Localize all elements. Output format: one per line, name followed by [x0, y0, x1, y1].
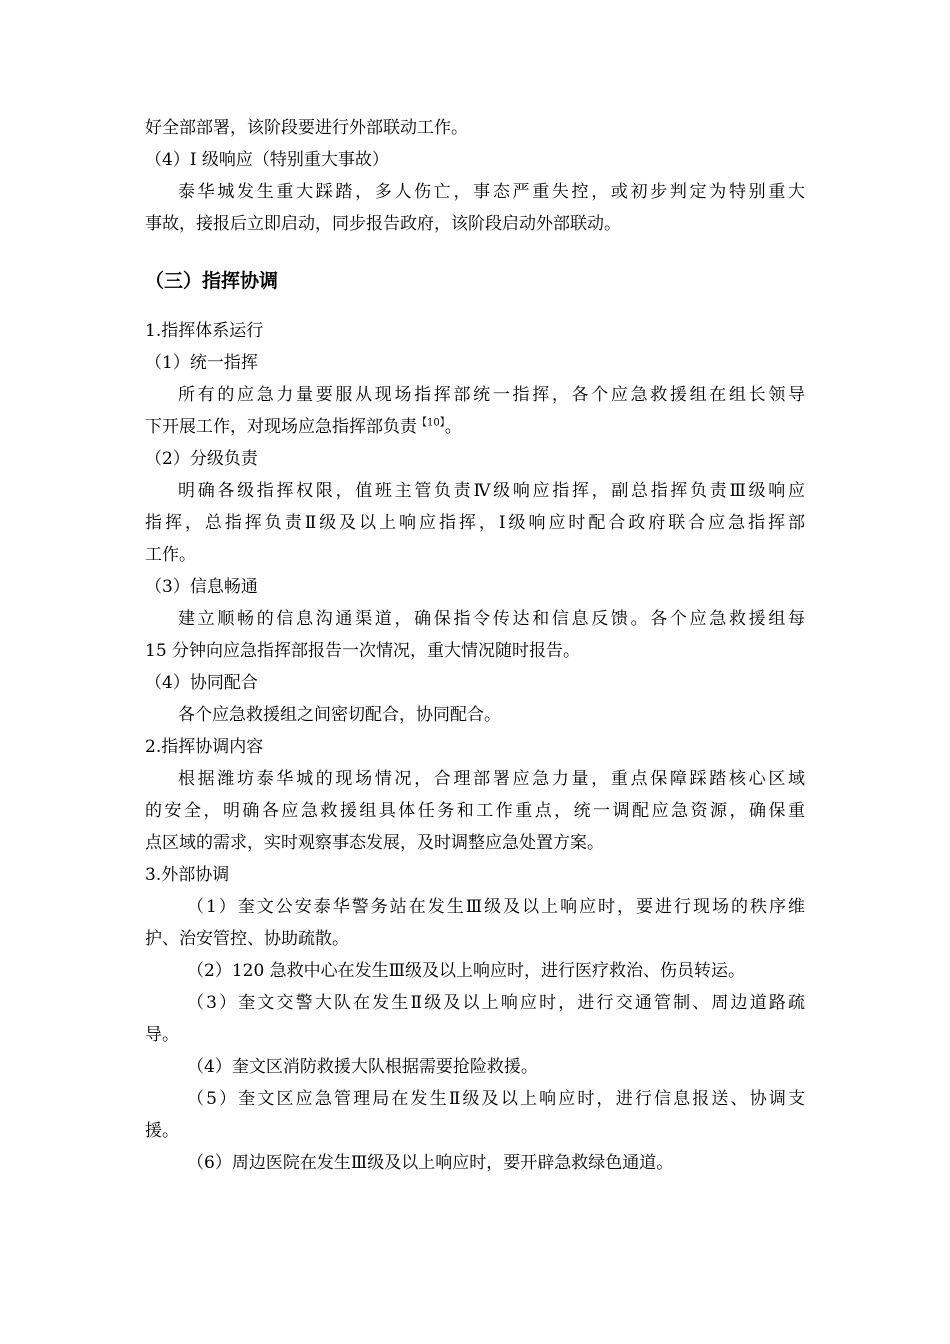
- paragraph-line: 好全部部署，该阶段要进行外部联动工作。: [145, 118, 468, 138]
- item-heading: （4）协同配合: [145, 673, 258, 693]
- line-text: 下开展工作，对现场应急指挥部负责: [145, 417, 417, 437]
- paragraph-line: [145, 416, 462, 438]
- paragraph-line: （1）奎文公安泰华警务站在发生Ⅲ级及以上响应时，要进行现场的秩序维: [187, 897, 805, 917]
- paragraph-line: 工作。: [145, 545, 196, 565]
- paragraph-line: 护、治安管控、协助疏散。: [145, 929, 349, 949]
- item-heading: （3）信息畅通: [145, 577, 258, 597]
- level-i-response-heading: （4）I 级响应（特别重大事故）: [145, 150, 389, 170]
- paragraph-line: 各个应急救援组之间密切配合，协同配合。: [178, 705, 501, 725]
- paragraph-line: 援。: [145, 1121, 179, 1141]
- paragraph-line: 根据潍坊泰华城的现场情况，合理部署应急力量，重点保障踩踏核心区域: [178, 769, 805, 789]
- subsection-heading: 1.指挥体系运行: [145, 321, 264, 341]
- paragraph-line: （5）奎文区应急管理局在发生Ⅱ级及以上响应时，进行信息报送、协调支: [187, 1089, 805, 1109]
- item-heading: （1）统一指挥: [145, 353, 258, 373]
- paragraph-line: 明确各级指挥权限，值班主管负责Ⅳ级响应指挥，副总指挥负责Ⅲ级响应: [178, 481, 805, 501]
- paragraph-line: 事故，接报后立即启动，同步报告政府，该阶段启动外部联动。: [145, 214, 621, 234]
- paragraph-line: 导。: [145, 1025, 179, 1045]
- paragraph-line: （6）周边医院在发生Ⅲ级及以上响应时，要开辟急救绿色通道。: [187, 1153, 674, 1173]
- line-text: 。: [444, 417, 462, 437]
- subsection-heading: 3.外部协调: [145, 865, 230, 885]
- paragraph-line: 指挥，总指挥负责Ⅱ级及以上响应指挥，Ⅰ级响应时配合政府联合应急指挥部: [145, 513, 805, 533]
- section-heading: （三）指挥协调: [145, 270, 279, 292]
- paragraph-line: 的安全，明确各应急救援组具体任务和工作重点，统一调配应急资源，确保重: [145, 801, 805, 821]
- paragraph-line: 所有的应急力量要服从现场指挥部统一指挥，各个应急救援组在组长领导: [178, 385, 805, 405]
- paragraph-line: 泰华城发生重大踩踏，多人伤亡，事态严重失控，或初步判定为特别重大: [178, 182, 805, 202]
- paragraph-line: （3）奎文交警大队在发生Ⅱ级及以上响应时，进行交通管制、周边道路疏: [187, 993, 805, 1013]
- paragraph-line: 15 分钟向应急指挥部报告一次情况，重大情况随时报告。: [145, 641, 581, 661]
- paragraph-line: （4）奎文区消防救援大队根据需要抢险救援。: [187, 1057, 538, 1077]
- subsection-heading: 2.指挥协调内容: [145, 737, 264, 757]
- item-heading: （2）分级负责: [145, 449, 258, 469]
- paragraph-line: 建立顺畅的信息沟通渠道，确保指令传达和信息反馈。各个应急救援组每: [178, 609, 805, 629]
- citation-reference: 【10】: [417, 417, 445, 429]
- paragraph-line: （2）120 急救中心在发生Ⅲ级及以上响应时，进行医疗救治、伤员转运。: [187, 961, 746, 981]
- paragraph-line: 点区域的需求，实时观察事态发展，及时调整应急处置方案。: [145, 833, 604, 853]
